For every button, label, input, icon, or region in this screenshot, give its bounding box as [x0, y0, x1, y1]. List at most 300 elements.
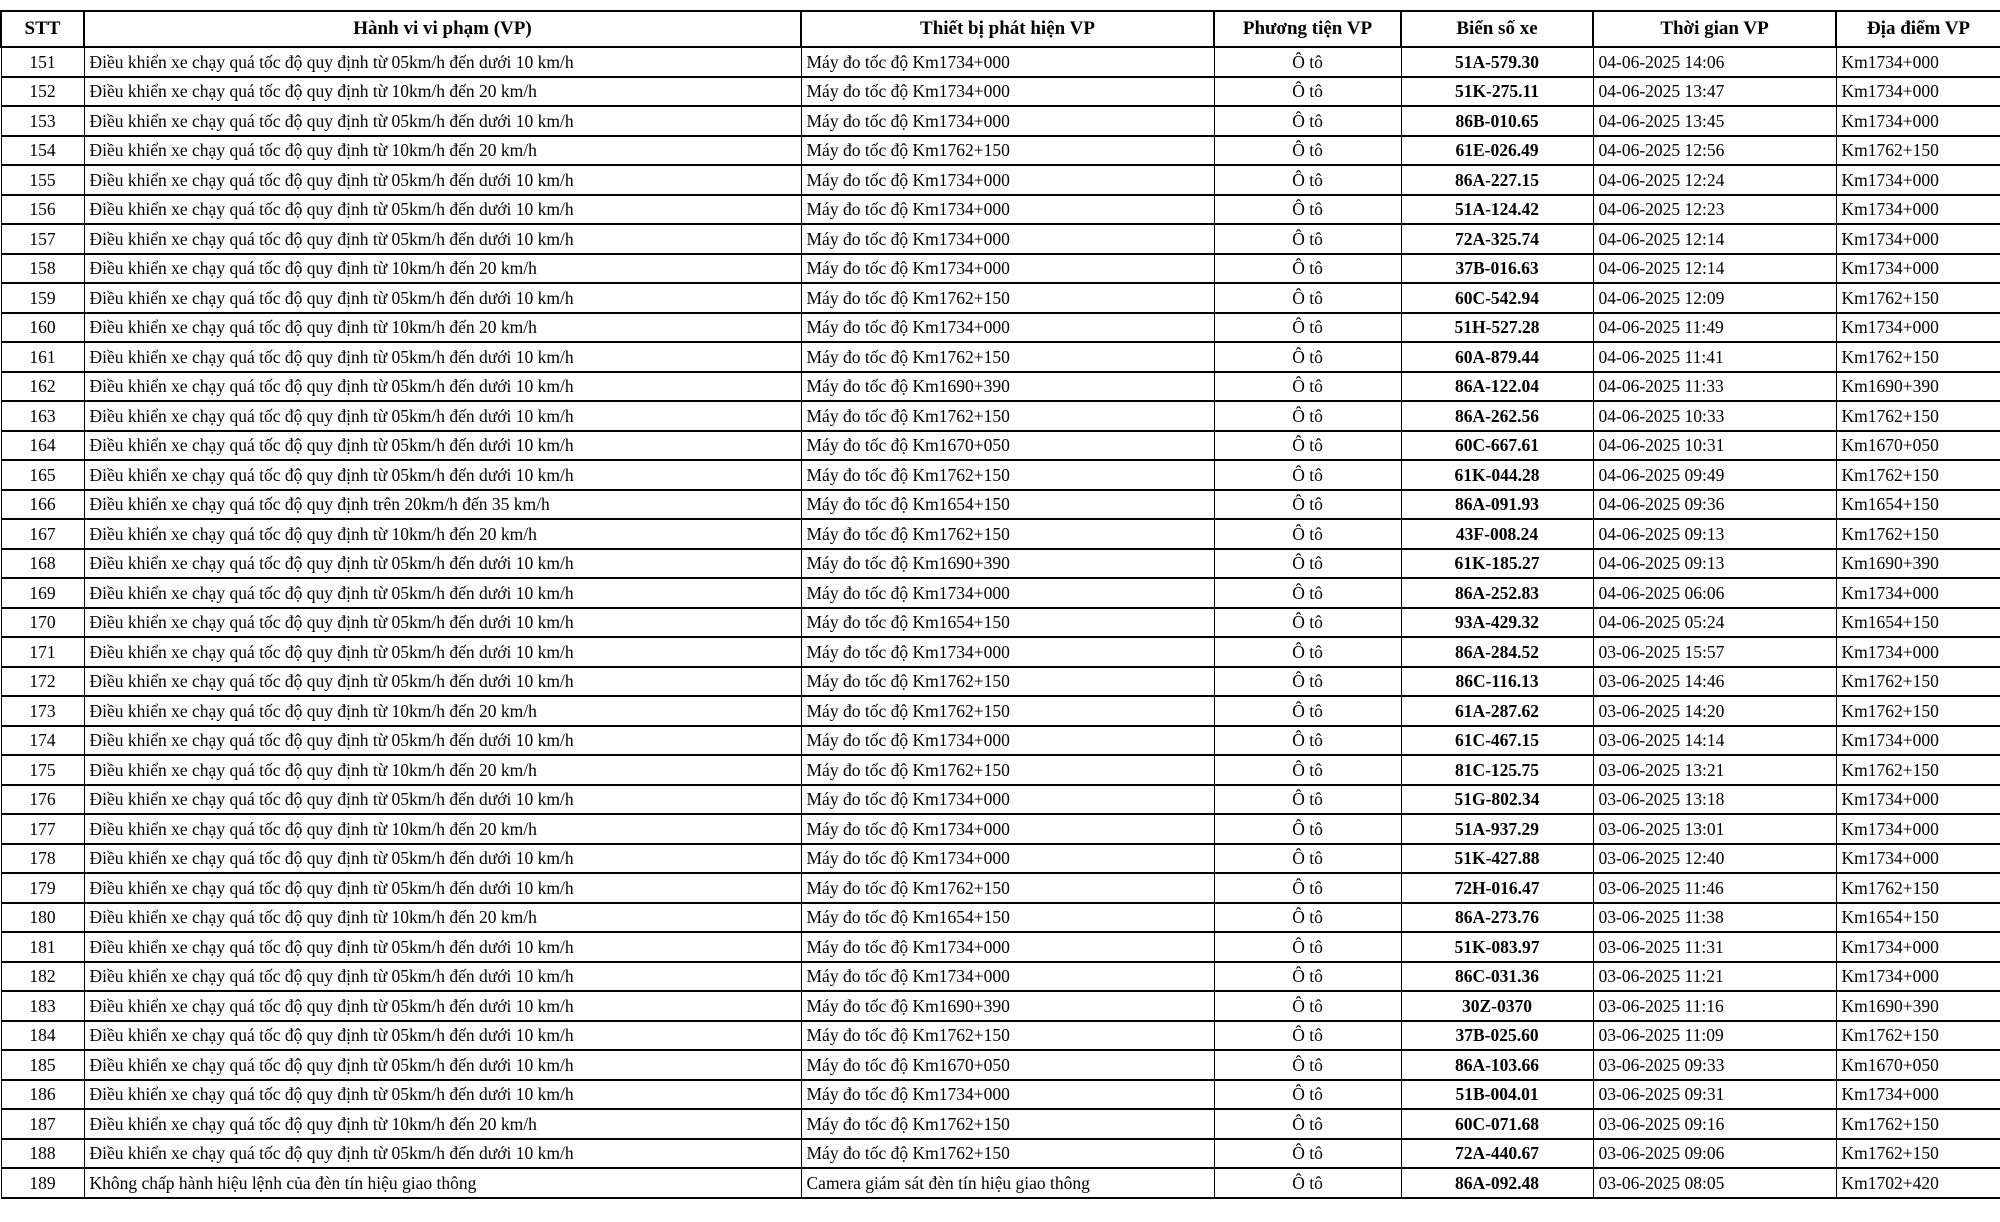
- table-row: [1, 873, 2000, 903]
- cell-vehicle: Ô tô: [1214, 431, 1401, 461]
- cell-vehicle: Ô tô: [1214, 165, 1401, 195]
- cell-time: 03-06-2025 13:18: [1593, 785, 1836, 815]
- table-row: [1, 254, 2000, 284]
- cell-time: 03-06-2025 09:33: [1593, 1050, 1836, 1080]
- cell-location: Km1734+000: [1836, 224, 2000, 254]
- cell-stt: 160: [1, 313, 84, 343]
- table-row: [1, 460, 2000, 490]
- cell-vehicle: Ô tô: [1214, 903, 1401, 933]
- cell-location: Km1702+420: [1836, 1168, 2000, 1198]
- cell-time: 03-06-2025 14:14: [1593, 726, 1836, 756]
- table-header: [1, 11, 2000, 47]
- cell-violation: Điều khiển xe chạy quá tốc độ quy định từ 05km/h đến dưới 10 km/h: [84, 1050, 801, 1080]
- cell-device: Máy đo tốc độ Km1734+000: [801, 313, 1214, 343]
- cell-device: Máy đo tốc độ Km1734+000: [801, 106, 1214, 136]
- cell-stt: 169: [1, 578, 84, 608]
- cell-stt: 171: [1, 637, 84, 667]
- cell-location: Km1654+150: [1836, 490, 2000, 520]
- cell-time: 03-06-2025 09:31: [1593, 1080, 1836, 1110]
- cell-vehicle: Ô tô: [1214, 195, 1401, 225]
- cell-stt: 157: [1, 224, 84, 254]
- header-stt: STT: [1, 11, 84, 47]
- table-row: [1, 637, 2000, 667]
- cell-stt: 180: [1, 903, 84, 933]
- cell-device: Máy đo tốc độ Km1734+000: [801, 932, 1214, 962]
- table-row: [1, 814, 2000, 844]
- cell-plate: 86A-103.66: [1401, 1050, 1593, 1080]
- cell-vehicle: Ô tô: [1214, 342, 1401, 372]
- cell-plate: 86A-091.93: [1401, 490, 1593, 520]
- cell-violation: Điều khiển xe chạy quá tốc độ quy định từ 05km/h đến dưới 10 km/h: [84, 460, 801, 490]
- cell-stt: 161: [1, 342, 84, 372]
- cell-location: Km1762+150: [1836, 1021, 2000, 1051]
- cell-plate: 61C-467.15: [1401, 726, 1593, 756]
- cell-device: Máy đo tốc độ Km1762+150: [801, 696, 1214, 726]
- cell-time: 04-06-2025 13:45: [1593, 106, 1836, 136]
- cell-device: Máy đo tốc độ Km1734+000: [801, 195, 1214, 225]
- cell-location: Km1734+000: [1836, 726, 2000, 756]
- cell-plate: 86A-252.83: [1401, 578, 1593, 608]
- table-body: [1, 47, 2000, 1198]
- cell-vehicle: Ô tô: [1214, 991, 1401, 1021]
- cell-stt: 163: [1, 401, 84, 431]
- cell-time: 04-06-2025 12:09: [1593, 283, 1836, 313]
- cell-location: Km1734+000: [1836, 932, 2000, 962]
- cell-stt: 152: [1, 77, 84, 107]
- cell-vehicle: Ô tô: [1214, 1050, 1401, 1080]
- cell-violation: Điều khiển xe chạy quá tốc độ quy định từ 10km/h đến 20 km/h: [84, 77, 801, 107]
- cell-violation: Điều khiển xe chạy quá tốc độ quy định từ 05km/h đến dưới 10 km/h: [84, 726, 801, 756]
- cell-plate: 51A-124.42: [1401, 195, 1593, 225]
- cell-stt: 155: [1, 165, 84, 195]
- cell-plate: 51G-802.34: [1401, 785, 1593, 815]
- cell-violation: Điều khiển xe chạy quá tốc độ quy định từ 05km/h đến dưới 10 km/h: [84, 224, 801, 254]
- cell-plate: 51A-937.29: [1401, 814, 1593, 844]
- cell-vehicle: Ô tô: [1214, 1109, 1401, 1139]
- cell-violation: Điều khiển xe chạy quá tốc độ quy định từ 05km/h đến dưới 10 km/h: [84, 106, 801, 136]
- cell-time: 03-06-2025 13:01: [1593, 814, 1836, 844]
- cell-location: Km1762+150: [1836, 342, 2000, 372]
- cell-time: 04-06-2025 14:06: [1593, 47, 1836, 77]
- cell-stt: 179: [1, 873, 84, 903]
- cell-plate: 86A-262.56: [1401, 401, 1593, 431]
- table-row: [1, 696, 2000, 726]
- cell-vehicle: Ô tô: [1214, 1080, 1401, 1110]
- table-row: [1, 549, 2000, 579]
- cell-location: Km1734+000: [1836, 313, 2000, 343]
- header-plate: Biển số xe: [1401, 11, 1593, 47]
- cell-device: Máy đo tốc độ Km1734+000: [801, 578, 1214, 608]
- table-row: [1, 844, 2000, 874]
- cell-time: 03-06-2025 14:46: [1593, 667, 1836, 697]
- cell-device: Máy đo tốc độ Km1734+000: [801, 962, 1214, 992]
- cell-device: Máy đo tốc độ Km1762+150: [801, 136, 1214, 166]
- cell-location: Km1762+150: [1836, 667, 2000, 697]
- cell-plate: 72H-016.47: [1401, 873, 1593, 903]
- cell-stt: 185: [1, 1050, 84, 1080]
- cell-device: Máy đo tốc độ Km1734+000: [801, 1080, 1214, 1110]
- cell-time: 04-06-2025 12:23: [1593, 195, 1836, 225]
- cell-device: Máy đo tốc độ Km1690+390: [801, 372, 1214, 402]
- cell-device: Máy đo tốc độ Km1762+150: [801, 401, 1214, 431]
- cell-plate: 86C-031.36: [1401, 962, 1593, 992]
- cell-vehicle: Ô tô: [1214, 1021, 1401, 1051]
- cell-plate: 72A-440.67: [1401, 1139, 1593, 1169]
- cell-violation: Điều khiển xe chạy quá tốc độ quy định từ 05km/h đến dưới 10 km/h: [84, 165, 801, 195]
- cell-vehicle: Ô tô: [1214, 224, 1401, 254]
- cell-vehicle: Ô tô: [1214, 372, 1401, 402]
- table-row: [1, 519, 2000, 549]
- cell-stt: 173: [1, 696, 84, 726]
- table-row: [1, 932, 2000, 962]
- cell-device: Máy đo tốc độ Km1734+000: [801, 637, 1214, 667]
- cell-violation: Điều khiển xe chạy quá tốc độ quy định từ 05km/h đến dưới 10 km/h: [84, 549, 801, 579]
- cell-stt: 166: [1, 490, 84, 520]
- cell-location: Km1734+000: [1836, 195, 2000, 225]
- cell-plate: 51A-579.30: [1401, 47, 1593, 77]
- cell-violation: Điều khiển xe chạy quá tốc độ quy định từ 05km/h đến dưới 10 km/h: [84, 401, 801, 431]
- cell-violation: Điều khiển xe chạy quá tốc độ quy định từ 05km/h đến dưới 10 km/h: [84, 932, 801, 962]
- table-row: [1, 313, 2000, 343]
- cell-location: Km1762+150: [1836, 519, 2000, 549]
- cell-location: Km1734+000: [1836, 962, 2000, 992]
- header-time: Thời gian VP: [1593, 11, 1836, 47]
- cell-device: Máy đo tốc độ Km1762+150: [801, 1139, 1214, 1169]
- cell-violation: Điều khiển xe chạy quá tốc độ quy định từ 05km/h đến dưới 10 km/h: [84, 962, 801, 992]
- cell-stt: 188: [1, 1139, 84, 1169]
- table-row: [1, 401, 2000, 431]
- cell-plate: 61K-044.28: [1401, 460, 1593, 490]
- cell-vehicle: Ô tô: [1214, 667, 1401, 697]
- cell-stt: 182: [1, 962, 84, 992]
- table-row: [1, 667, 2000, 697]
- cell-device: Máy đo tốc độ Km1762+150: [801, 1109, 1214, 1139]
- cell-location: Km1690+390: [1836, 549, 2000, 579]
- cell-plate: 61K-185.27: [1401, 549, 1593, 579]
- cell-time: 04-06-2025 10:31: [1593, 431, 1836, 461]
- cell-vehicle: Ô tô: [1214, 77, 1401, 107]
- cell-violation: Điều khiển xe chạy quá tốc độ quy định từ 05km/h đến dưới 10 km/h: [84, 667, 801, 697]
- cell-stt: 176: [1, 785, 84, 815]
- cell-stt: 168: [1, 549, 84, 579]
- cell-time: 04-06-2025 06:06: [1593, 578, 1836, 608]
- cell-plate: 37B-016.63: [1401, 254, 1593, 284]
- cell-violation: Điều khiển xe chạy quá tốc độ quy định từ 05km/h đến dưới 10 km/h: [84, 608, 801, 638]
- cell-time: 04-06-2025 12:56: [1593, 136, 1836, 166]
- cell-time: 03-06-2025 09:06: [1593, 1139, 1836, 1169]
- cell-stt: 162: [1, 372, 84, 402]
- table-row: [1, 106, 2000, 136]
- header-violation: Hành vi vi phạm (VP): [84, 11, 801, 47]
- cell-device: Máy đo tốc độ Km1762+150: [801, 519, 1214, 549]
- cell-violation: Điều khiển xe chạy quá tốc độ quy định từ 05km/h đến dưới 10 km/h: [84, 1080, 801, 1110]
- cell-device: Máy đo tốc độ Km1654+150: [801, 608, 1214, 638]
- cell-stt: 159: [1, 283, 84, 313]
- cell-plate: 93A-429.32: [1401, 608, 1593, 638]
- cell-device: Máy đo tốc độ Km1762+150: [801, 667, 1214, 697]
- cell-stt: 164: [1, 431, 84, 461]
- cell-plate: 60C-667.61: [1401, 431, 1593, 461]
- cell-time: 03-06-2025 11:16: [1593, 991, 1836, 1021]
- cell-violation: Điều khiển xe chạy quá tốc độ quy định từ 10km/h đến 20 km/h: [84, 814, 801, 844]
- cell-location: Km1762+150: [1836, 873, 2000, 903]
- header-device: Thiết bị phát hiện VP: [801, 11, 1214, 47]
- table-row: [1, 1050, 2000, 1080]
- cell-time: 04-06-2025 05:24: [1593, 608, 1836, 638]
- cell-violation: Điều khiển xe chạy quá tốc độ quy định từ 10km/h đến 20 km/h: [84, 313, 801, 343]
- cell-location: Km1762+150: [1836, 283, 2000, 313]
- cell-location: Km1734+000: [1836, 165, 2000, 195]
- cell-device: Máy đo tốc độ Km1734+000: [801, 814, 1214, 844]
- cell-stt: 153: [1, 106, 84, 136]
- cell-plate: 86A-092.48: [1401, 1168, 1593, 1198]
- cell-plate: 61E-026.49: [1401, 136, 1593, 166]
- cell-vehicle: Ô tô: [1214, 549, 1401, 579]
- cell-time: 04-06-2025 11:41: [1593, 342, 1836, 372]
- cell-device: Máy đo tốc độ Km1762+150: [801, 873, 1214, 903]
- cell-plate: 60A-879.44: [1401, 342, 1593, 372]
- cell-plate: 86C-116.13: [1401, 667, 1593, 697]
- cell-violation: Điều khiển xe chạy quá tốc độ quy định từ 05km/h đến dưới 10 km/h: [84, 372, 801, 402]
- cell-violation: Điều khiển xe chạy quá tốc độ quy định từ 10km/h đến 20 km/h: [84, 254, 801, 284]
- table-row: [1, 755, 2000, 785]
- cell-violation: Điều khiển xe chạy quá tốc độ quy định từ 05km/h đến dưới 10 km/h: [84, 283, 801, 313]
- cell-vehicle: Ô tô: [1214, 873, 1401, 903]
- cell-vehicle: Ô tô: [1214, 490, 1401, 520]
- cell-device: Máy đo tốc độ Km1734+000: [801, 224, 1214, 254]
- cell-vehicle: Ô tô: [1214, 726, 1401, 756]
- cell-device: Máy đo tốc độ Km1670+050: [801, 1050, 1214, 1080]
- cell-time: 04-06-2025 12:14: [1593, 254, 1836, 284]
- cell-location: Km1734+000: [1836, 637, 2000, 667]
- cell-stt: 186: [1, 1080, 84, 1110]
- cell-device: Máy đo tốc độ Km1762+150: [801, 283, 1214, 313]
- cell-vehicle: Ô tô: [1214, 844, 1401, 874]
- table-row: [1, 785, 2000, 815]
- table-row: [1, 136, 2000, 166]
- cell-vehicle: Ô tô: [1214, 460, 1401, 490]
- cell-time: 04-06-2025 11:49: [1593, 313, 1836, 343]
- cell-location: Km1762+150: [1836, 401, 2000, 431]
- cell-location: Km1690+390: [1836, 991, 2000, 1021]
- table-row: [1, 490, 2000, 520]
- cell-vehicle: Ô tô: [1214, 696, 1401, 726]
- cell-time: 03-06-2025 15:57: [1593, 637, 1836, 667]
- cell-plate: 60C-071.68: [1401, 1109, 1593, 1139]
- cell-plate: 51K-083.97: [1401, 932, 1593, 962]
- cell-violation: Điều khiển xe chạy quá tốc độ quy định từ 05km/h đến dưới 10 km/h: [84, 1139, 801, 1169]
- cell-plate: 61A-287.62: [1401, 696, 1593, 726]
- cell-location: Km1734+000: [1836, 578, 2000, 608]
- cell-location: Km1654+150: [1836, 608, 2000, 638]
- cell-violation: Điều khiển xe chạy quá tốc độ quy định từ 10km/h đến 20 km/h: [84, 519, 801, 549]
- cell-location: Km1762+150: [1836, 1109, 2000, 1139]
- cell-time: 04-06-2025 13:47: [1593, 77, 1836, 107]
- cell-vehicle: Ô tô: [1214, 283, 1401, 313]
- cell-violation: Điều khiển xe chạy quá tốc độ quy định từ 05km/h đến dưới 10 km/h: [84, 991, 801, 1021]
- cell-vehicle: Ô tô: [1214, 1139, 1401, 1169]
- cell-plate: 37B-025.60: [1401, 1021, 1593, 1051]
- cell-plate: 30Z-0370: [1401, 991, 1593, 1021]
- cell-plate: 43F-008.24: [1401, 519, 1593, 549]
- cell-location: Km1734+000: [1836, 254, 2000, 284]
- cell-vehicle: Ô tô: [1214, 106, 1401, 136]
- cell-plate: 51H-527.28: [1401, 313, 1593, 343]
- cell-device: Máy đo tốc độ Km1762+150: [801, 755, 1214, 785]
- table-row: [1, 991, 2000, 1021]
- cell-vehicle: Ô tô: [1214, 1168, 1401, 1198]
- cell-time: 04-06-2025 09:13: [1593, 549, 1836, 579]
- cell-plate: 81C-125.75: [1401, 755, 1593, 785]
- cell-plate: 60C-542.94: [1401, 283, 1593, 313]
- cell-location: Km1654+150: [1836, 903, 2000, 933]
- table-row: [1, 165, 2000, 195]
- cell-violation: Điều khiển xe chạy quá tốc độ quy định từ 10km/h đến 20 km/h: [84, 136, 801, 166]
- cell-stt: 174: [1, 726, 84, 756]
- cell-stt: 156: [1, 195, 84, 225]
- cell-location: Km1734+000: [1836, 785, 2000, 815]
- cell-location: Km1670+050: [1836, 1050, 2000, 1080]
- cell-location: Km1762+150: [1836, 696, 2000, 726]
- cell-stt: 187: [1, 1109, 84, 1139]
- cell-location: Km1734+000: [1836, 47, 2000, 77]
- table-row: [1, 47, 2000, 77]
- cell-plate: 86A-273.76: [1401, 903, 1593, 933]
- table-row: [1, 608, 2000, 638]
- cell-location: Km1734+000: [1836, 77, 2000, 107]
- table-row: [1, 903, 2000, 933]
- cell-device: Máy đo tốc độ Km1734+000: [801, 77, 1214, 107]
- table-row: [1, 962, 2000, 992]
- cell-vehicle: Ô tô: [1214, 313, 1401, 343]
- cell-time: 04-06-2025 10:33: [1593, 401, 1836, 431]
- cell-violation: Điều khiển xe chạy quá tốc độ quy định từ 10km/h đến 20 km/h: [84, 755, 801, 785]
- cell-violation: Điều khiển xe chạy quá tốc độ quy định từ 05km/h đến dưới 10 km/h: [84, 342, 801, 372]
- cell-device: Máy đo tốc độ Km1670+050: [801, 431, 1214, 461]
- cell-device: Máy đo tốc độ Km1734+000: [801, 785, 1214, 815]
- cell-vehicle: Ô tô: [1214, 962, 1401, 992]
- cell-time: 03-06-2025 11:38: [1593, 903, 1836, 933]
- cell-device: Máy đo tốc độ Km1734+000: [801, 726, 1214, 756]
- cell-location: Km1762+150: [1836, 755, 2000, 785]
- cell-location: Km1734+000: [1836, 1080, 2000, 1110]
- table-row: [1, 224, 2000, 254]
- cell-vehicle: Ô tô: [1214, 637, 1401, 667]
- cell-violation: Điều khiển xe chạy quá tốc độ quy định từ 05km/h đến dưới 10 km/h: [84, 785, 801, 815]
- cell-device: Máy đo tốc độ Km1734+000: [801, 254, 1214, 284]
- cell-stt: 172: [1, 667, 84, 697]
- table-row: [1, 1021, 2000, 1051]
- cell-violation: Điều khiển xe chạy quá tốc độ quy định từ 10km/h đến 20 km/h: [84, 903, 801, 933]
- cell-device: Máy đo tốc độ Km1654+150: [801, 490, 1214, 520]
- cell-device: Máy đo tốc độ Km1734+000: [801, 47, 1214, 77]
- cell-plate: 51K-275.11: [1401, 77, 1593, 107]
- cell-violation: Điều khiển xe chạy quá tốc độ quy định từ 05km/h đến dưới 10 km/h: [84, 195, 801, 225]
- cell-stt: 154: [1, 136, 84, 166]
- cell-time: 03-06-2025 14:20: [1593, 696, 1836, 726]
- cell-vehicle: Ô tô: [1214, 401, 1401, 431]
- table-row: [1, 283, 2000, 313]
- cell-violation: Điều khiển xe chạy quá tốc độ quy định từ 10km/h đến 20 km/h: [84, 696, 801, 726]
- cell-location: Km1762+150: [1836, 136, 2000, 166]
- cell-stt: 170: [1, 608, 84, 638]
- cell-stt: 175: [1, 755, 84, 785]
- cell-violation: Điều khiển xe chạy quá tốc độ quy định từ 05km/h đến dưới 10 km/h: [84, 873, 801, 903]
- header-location: Địa điểm VP: [1836, 11, 2000, 47]
- cell-stt: 189: [1, 1168, 84, 1198]
- cell-time: 03-06-2025 13:21: [1593, 755, 1836, 785]
- table-row: [1, 1080, 2000, 1110]
- cell-time: 03-06-2025 12:40: [1593, 844, 1836, 874]
- cell-time: 04-06-2025 09:49: [1593, 460, 1836, 490]
- cell-device: Máy đo tốc độ Km1762+150: [801, 460, 1214, 490]
- violations-table: [0, 10, 2000, 1199]
- cell-device: Máy đo tốc độ Km1734+000: [801, 844, 1214, 874]
- cell-location: Km1734+000: [1836, 844, 2000, 874]
- cell-violation: Điều khiển xe chạy quá tốc độ quy định trên 20km/h đến 35 km/h: [84, 490, 801, 520]
- table-row: [1, 342, 2000, 372]
- cell-stt: 177: [1, 814, 84, 844]
- table-row: [1, 1139, 2000, 1169]
- cell-vehicle: Ô tô: [1214, 755, 1401, 785]
- cell-time: 04-06-2025 12:24: [1593, 165, 1836, 195]
- cell-violation: Điều khiển xe chạy quá tốc độ quy định từ 05km/h đến dưới 10 km/h: [84, 578, 801, 608]
- cell-plate: 72A-325.74: [1401, 224, 1593, 254]
- cell-stt: 184: [1, 1021, 84, 1051]
- table-row: [1, 1109, 2000, 1139]
- cell-vehicle: Ô tô: [1214, 785, 1401, 815]
- cell-location: Km1734+000: [1836, 106, 2000, 136]
- cell-device: Máy đo tốc độ Km1690+390: [801, 991, 1214, 1021]
- header-vehicle: Phương tiện VP: [1214, 11, 1401, 47]
- cell-device: Máy đo tốc độ Km1734+000: [801, 165, 1214, 195]
- cell-violation: Điều khiển xe chạy quá tốc độ quy định từ 05km/h đến dưới 10 km/h: [84, 844, 801, 874]
- cell-time: 03-06-2025 11:21: [1593, 962, 1836, 992]
- cell-stt: 167: [1, 519, 84, 549]
- cell-vehicle: Ô tô: [1214, 254, 1401, 284]
- cell-time: 03-06-2025 11:31: [1593, 932, 1836, 962]
- cell-vehicle: Ô tô: [1214, 136, 1401, 166]
- cell-time: 03-06-2025 08:05: [1593, 1168, 1836, 1198]
- header-row: [1, 11, 2000, 47]
- cell-plate: 51B-004.01: [1401, 1080, 1593, 1110]
- cell-stt: 183: [1, 991, 84, 1021]
- cell-time: 03-06-2025 09:16: [1593, 1109, 1836, 1139]
- cell-device: Camera giám sát đèn tín hiệu giao thông: [801, 1168, 1214, 1198]
- cell-violation: Không chấp hành hiệu lệnh của đèn tín hiệu giao thông: [84, 1168, 801, 1198]
- cell-time: 04-06-2025 09:36: [1593, 490, 1836, 520]
- table-row: [1, 1168, 2000, 1198]
- cell-vehicle: Ô tô: [1214, 47, 1401, 77]
- cell-violation: Điều khiển xe chạy quá tốc độ quy định từ 05km/h đến dưới 10 km/h: [84, 47, 801, 77]
- cell-device: Máy đo tốc độ Km1654+150: [801, 903, 1214, 933]
- cell-violation: Điều khiển xe chạy quá tốc độ quy định từ 05km/h đến dưới 10 km/h: [84, 1021, 801, 1051]
- cell-vehicle: Ô tô: [1214, 519, 1401, 549]
- cell-device: Máy đo tốc độ Km1762+150: [801, 1021, 1214, 1051]
- cell-time: 04-06-2025 12:14: [1593, 224, 1836, 254]
- cell-vehicle: Ô tô: [1214, 578, 1401, 608]
- table-row: [1, 195, 2000, 225]
- table-row: [1, 726, 2000, 756]
- cell-location: Km1762+150: [1836, 460, 2000, 490]
- cell-plate: 51K-427.88: [1401, 844, 1593, 874]
- cell-stt: 165: [1, 460, 84, 490]
- table-row: [1, 372, 2000, 402]
- cell-plate: 86B-010.65: [1401, 106, 1593, 136]
- cell-location: Km1670+050: [1836, 431, 2000, 461]
- cell-time: 04-06-2025 09:13: [1593, 519, 1836, 549]
- cell-vehicle: Ô tô: [1214, 608, 1401, 638]
